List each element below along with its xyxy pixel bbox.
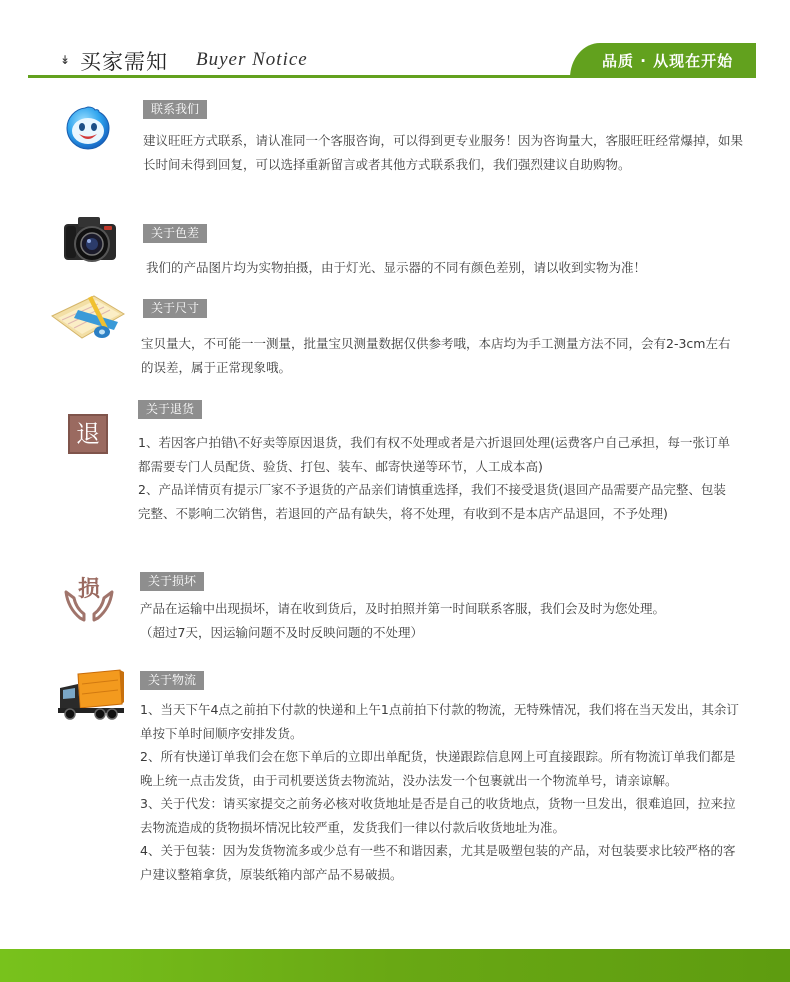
section-color <box>0 210 790 285</box>
wangwang-chat-icon <box>64 104 112 152</box>
section-label-contact: 联系我们 <box>143 100 207 119</box>
paragraph: 2、所有快递订单我们会在您下单后的立即出单配货，快递跟踪信息网上可直接跟踪。所有物流订单我们都是晚上统一点击发货，由于司机要送货去物流站，没办法发一个包裹就出一个物流单号，请亲谅解。 <box>140 749 736 788</box>
damage-icon-glyph: 损 <box>77 576 100 602</box>
camera-icon <box>60 212 120 270</box>
section-body-size <box>141 332 736 379</box>
section-label-damage: 关于损坏 <box>140 572 204 591</box>
page-title-english: Buyer Notice <box>196 49 308 70</box>
return-icon-glyph: 退 <box>76 420 100 448</box>
section-body-logistics <box>140 698 740 886</box>
slogan-text: 品质 · 从现在开始 <box>602 52 734 70</box>
section-return <box>0 398 790 558</box>
section-label-size: 关于尺寸 <box>143 299 207 318</box>
paragraph: 1、当天下午4点之前拍下付款的快递和上午1点前拍下付款的物流，无特殊情况，我们将在当天发出，其余订单按下单时间顺序安排发货。 <box>140 702 739 741</box>
section-size <box>0 292 790 392</box>
paragraph: （超过7天，因运输问题不及时反映问题的不处理） <box>140 624 423 640</box>
section-body-damage <box>140 597 750 644</box>
paragraph: 产品在运输中出现损坏，请在收到货后，及时拍照并第一时间联系客服，我们会及时为您处理。 <box>140 601 666 616</box>
paragraph: 建议旺旺方式联系，请认准同一个客服咨询，可以得到更专业服务！因为咨询量大，客服旺旺经常爆掉，如果长时间未得到回复，可以选择重新留言或者其他方式联系我们，我们强烈建议自助购物。 <box>143 133 744 172</box>
paragraph: 1、若因客户拍错\不好卖等原因退货，我们有权不处理或者是六折退回处理(运费客户自己承担，每一张订单都需要专门人员配货、验货、打包、装车、邮寄快递等环节，人工成本高) <box>138 435 731 474</box>
double-chevron-down-icon: ↡ <box>60 53 71 67</box>
paragraph: 4、关于包装：因为发货物流多或少总有一些不和谐因素，尤其是吸塑包装的产品，对包装要求比较严格的客户建议整箱拿货，原装纸箱内部产品不易破损。 <box>140 843 736 882</box>
section-damage <box>0 570 790 650</box>
section-label-return: 关于退货 <box>138 400 202 419</box>
page-header <box>0 40 790 82</box>
section-contact <box>0 96 790 206</box>
measuring-tools-icon <box>48 292 128 346</box>
page-title: 买家需知 <box>80 50 168 74</box>
section-label-logistics: 关于物流 <box>140 671 204 690</box>
paragraph: 我们的产品图片均为实物拍摄，由于灯光、显示器的不同有颜色差别，请以收到实物为准！ <box>146 260 647 275</box>
section-label-color: 关于色差 <box>143 224 207 243</box>
footer-bar <box>0 949 790 982</box>
delivery-truck-icon <box>56 668 126 722</box>
paragraph: 2、产品详情页有提示厂家不予退货的产品亲们请慎重选择，我们不接受退货(退回产品需要产品完整、包装完整、不影响二次销售，若退回的产品有缺失，将不处理，有收到不是本店产品退回，不予处理) <box>138 482 726 521</box>
section-body-color <box>146 256 746 280</box>
damage-hands-icon <box>62 574 116 624</box>
paragraph: 宝贝量大，不可能一一测量，批量宝贝测量数据仅供参考哦，本店均为手工测量方法不同，会有2-3cm左右的误差，属于正常现象哦。 <box>141 336 731 375</box>
paragraph: 3、关于代发：请买家提交之前务必核对收货地址是否是自己的收货地点，货物一旦发出，很难追回，拉来拉去物流造成的货物损坏情况比较严重，发货我们一律以付款后收货地址为准。 <box>140 796 736 835</box>
section-body-contact <box>143 129 743 176</box>
section-body-return <box>138 431 738 525</box>
slogan-tab <box>570 43 756 78</box>
section-logistics <box>0 668 790 918</box>
return-icon <box>68 414 108 454</box>
